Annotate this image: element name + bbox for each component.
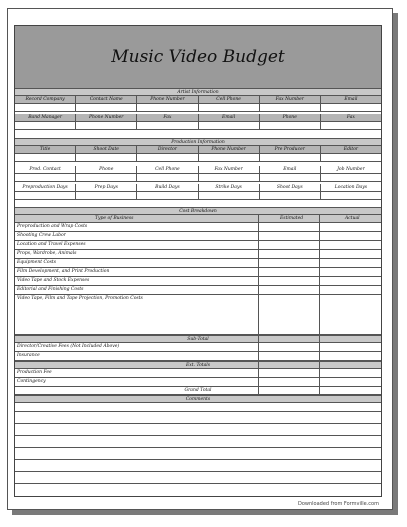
label-phone-number-2: Phone Number	[76, 114, 137, 121]
label-location-days: Location Days	[334, 185, 368, 190]
artist-value-row-2[interactable]	[15, 122, 381, 130]
cost-row[interactable]: Equipment Costs	[15, 259, 381, 268]
artist-label-row-1	[15, 96, 381, 104]
label-pre-producer: Pre Producer	[260, 146, 321, 153]
cost-row[interactable]: Shooting Crew Labor	[15, 232, 381, 241]
form-frame	[14, 25, 382, 497]
label-phone-2: Phone	[76, 166, 137, 173]
prod-value-row-1[interactable]	[15, 154, 381, 162]
label-shoot-date: Shoot Date	[76, 146, 137, 153]
artist-label-row-2	[15, 114, 381, 122]
comment-line[interactable]	[15, 483, 381, 484]
label-phone-number: Phone Number	[137, 96, 198, 103]
label-record-company: Record Company	[15, 96, 76, 103]
prod-value-row-3[interactable]	[15, 192, 381, 200]
cost-header-row	[15, 215, 381, 223]
comment-line[interactable]	[15, 423, 381, 424]
header-actual: Actual	[345, 216, 360, 221]
section-cost-breakdown: Cost Breakdown	[15, 207, 381, 215]
label-cell-phone: Cell Phone	[199, 96, 260, 103]
label-preproduction-days: Preproduction Days	[15, 184, 76, 191]
prod-label-row-3	[15, 184, 381, 192]
label-prod-contact: Prod. Contact	[15, 166, 76, 173]
label-fax-number: Fax Number	[260, 96, 321, 103]
grand-total-row: Grand Total	[15, 387, 381, 395]
label-contact-name: Contact Name	[76, 96, 137, 103]
cost-row[interactable]: Video Tape and Stock Expenses	[15, 277, 381, 286]
cost-row[interactable]: Video Tape, Film and Tape Projection, Promotion Costs	[15, 295, 381, 335]
label-build-days: Build Days	[137, 184, 198, 191]
label-email-3: Email	[260, 166, 321, 173]
fee-row[interactable]: Director/Creative Fees (Not Included Above)	[15, 343, 381, 352]
label-email-2: Email	[199, 114, 260, 121]
comment-line[interactable]	[15, 447, 381, 448]
ext-totals-row: Ext. Totals	[15, 361, 381, 369]
header-type: Type of Business	[95, 216, 134, 221]
cost-row[interactable]: Film Development, and Print Production	[15, 268, 381, 277]
page-title: Music Video Budget	[111, 47, 285, 67]
prod-label-row-2	[15, 166, 381, 174]
section-comments: Comments	[15, 395, 381, 403]
label-title: Title	[15, 146, 76, 153]
footer-credit: Downloaded from Formville.com	[298, 501, 379, 507]
label-phone: Phone	[260, 114, 321, 121]
label-fax: Fax	[137, 114, 198, 121]
comment-line[interactable]	[15, 435, 381, 436]
label-strike-days: Strike Days	[199, 184, 260, 191]
divider-estimated	[258, 215, 259, 395]
subtotal-row: Sub-Total	[15, 335, 381, 343]
comment-line[interactable]	[15, 471, 381, 472]
title-band	[15, 26, 381, 89]
label-fax-number-2: Fax Number	[199, 166, 260, 173]
fee-row[interactable]: Insurance	[15, 352, 381, 361]
label-email: Email	[344, 97, 358, 102]
ext-row[interactable]: Contingency	[15, 378, 381, 387]
artist-value-row-1[interactable]	[15, 104, 381, 112]
label-director: Director	[137, 146, 198, 153]
label-shoot-days: Shoot Days	[260, 184, 321, 191]
label-fax-2: Fax	[346, 115, 355, 120]
cost-row[interactable]: Preproduction and Wrap Costs	[15, 223, 381, 232]
label-cell-phone-2: Cell Phone	[137, 166, 198, 173]
cost-row[interactable]: Editorial and Finishing Costs	[15, 286, 381, 295]
label-phone-number-3: Phone Number	[199, 146, 260, 153]
divider-actual	[319, 215, 320, 395]
comment-line[interactable]	[15, 459, 381, 460]
label-prep-days: Prep Days	[76, 184, 137, 191]
cost-row[interactable]: Props, Wardrobe, Animals	[15, 250, 381, 259]
ext-row[interactable]: Production Fee	[15, 369, 381, 378]
comment-line[interactable]	[15, 411, 381, 412]
label-band-manager: Band Manager	[15, 114, 76, 121]
cost-row[interactable]: Location and Travel Expenses	[15, 241, 381, 250]
prod-value-row-2[interactable]	[15, 174, 381, 182]
label-job-number: Job Number	[337, 167, 365, 172]
section-artist-info: Artist Information	[15, 88, 381, 96]
header-estimated: Estimated	[280, 216, 304, 221]
label-editor: Editor	[343, 147, 359, 152]
budget-sheet	[7, 8, 393, 510]
section-production-info: Production Information	[15, 138, 381, 146]
prod-label-row-1	[15, 146, 381, 154]
